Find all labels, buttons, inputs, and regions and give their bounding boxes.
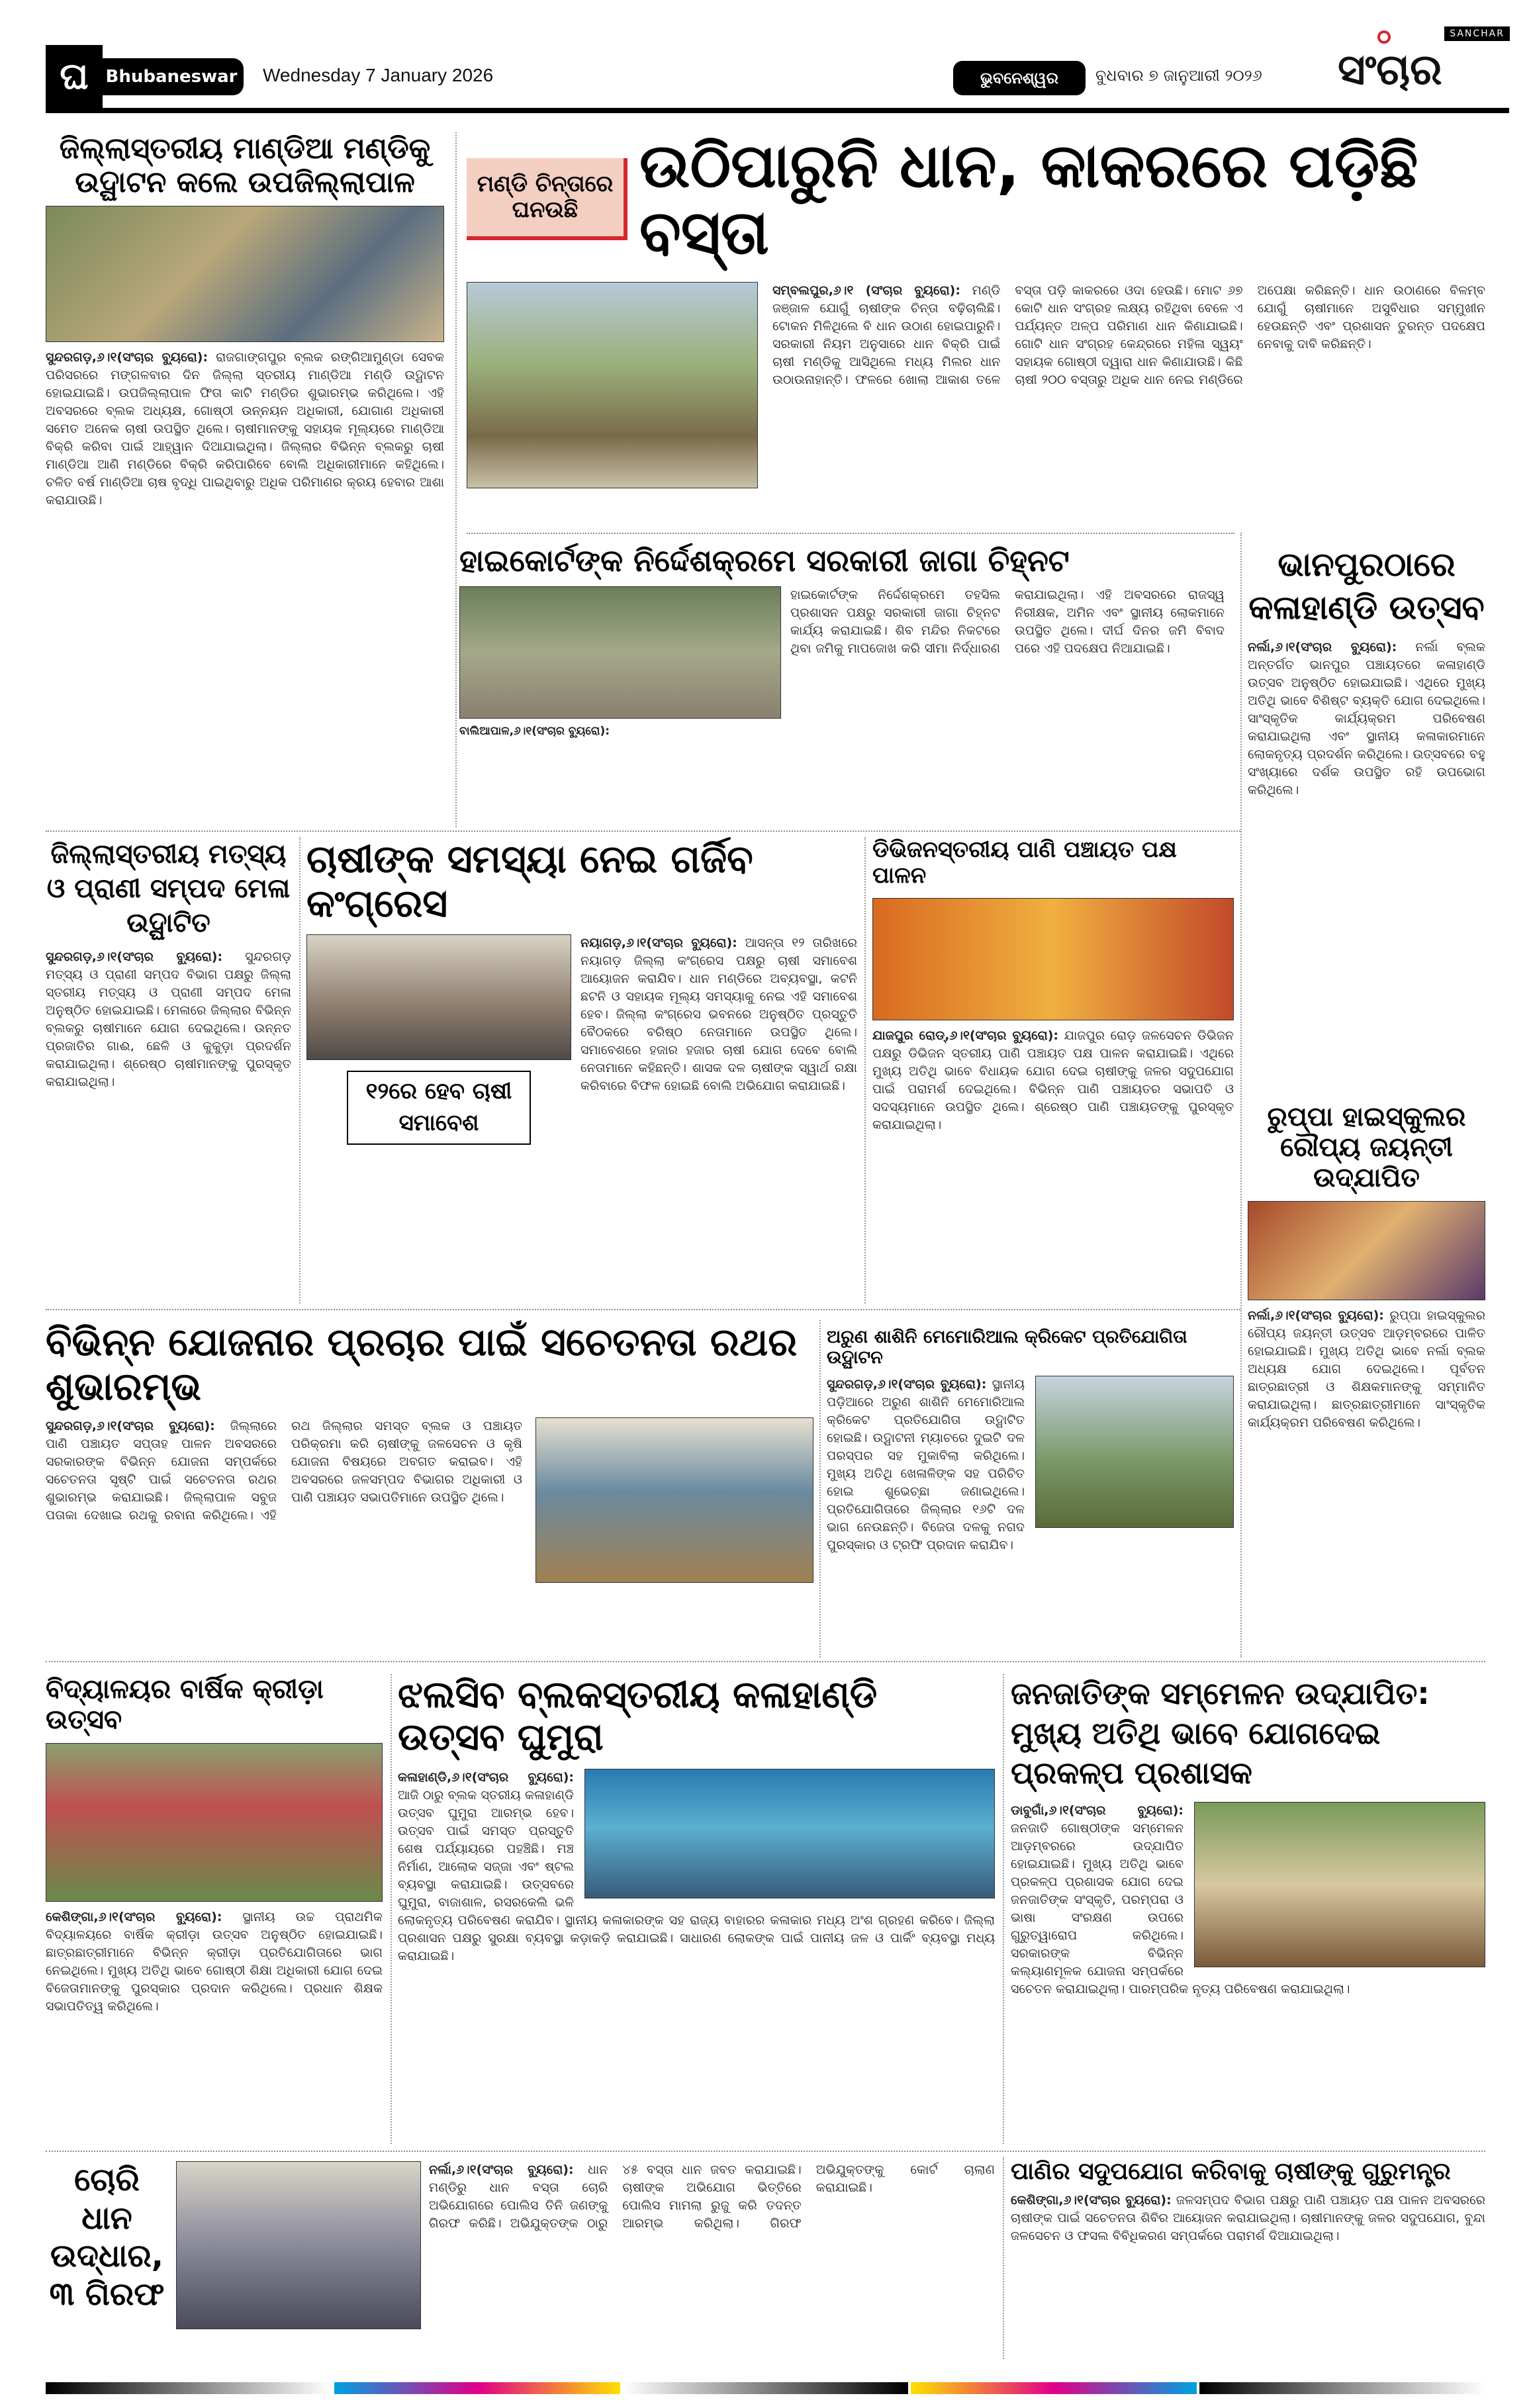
article-body: ଆସନ୍ତା ୧୨ ତାରିଖରେ ନୟାଗଡ଼ ଜିଲ୍ଲା କଂଗ୍ରେସ ପକ୍ଷରୁ ଚାଷୀ ସମାବେଶ ଆୟୋଜନ କରାଯିବ। ଧାନ ମଣ୍ଡିରେ ଅବ୍ୟବସ୍ଥା, କଟନି ଛଟନି ଓ ସହାୟକ ମୂଲ୍ୟ ସମସ୍ୟାକୁ ନେଇ ଏହି ସମାବେଶ ହେବ। ଜିଲ୍ଲା କଂଗ୍ରେସ ଭବନରେ ଅନୁଷ୍ଠିତ ପ୍ରସ୍ତୁତି ବୈଠକରେ ବରିଷ୍ଠ ନେତାମାନେ ଉପସ୍ଥିତ ଥିଲେ। ସମାବେଶରେ ହଜାର ହଜାର ଚାଷୀ ଯୋଗ ଦେବେ ବୋଲି ନେତାମାନେ କହିଛନ୍ତି। ଶାସକ ଦଳ ଚାଷୀଙ୍କ ସ୍ୱାର୍ଥ ରକ୍ଷା କରିବାରେ ବିଫଳ ହୋଇଛି ବୋଲି ଅଭିଯୋଗ କରାଯାଇଛି। bbox=[580, 936, 858, 1094]
article-body: ଆଜି ଠାରୁ ବ୍ଲକ ସ୍ତରୀୟ କଳାହାଣ୍ଡି ଉତ୍ସବ ଘୁମୁରା ଆରମ୍ଭ ହେବ। ଉତ୍ସବ ପାଇଁ ସମସ୍ତ ପ୍ରସ୍ତୁତି ଶେଷ ପର୍ଯ୍ୟାୟରେ ପହଞ୍ଚିଛି। ମଞ୍ଚ ନିର୍ମାଣ, ଆଲୋକ ସଜ୍ଜା ଏବଂ ଷ୍ଟଲ ବ୍ୟବସ୍ଥା କରାଯାଇଛି। ଉତ୍ସବରେ ଘୁମୁରା, ବାଜାଶାଳ, ରସରକେଲି ଭଳି ଲୋକନୃତ୍ୟ ପରିବେଷଣ କରାଯିବ। ସ୍ଥାନୀୟ କଳାକାରଙ୍କ ସହ ରାଜ୍ୟ ବାହାରର କଳାକାର ମଧ୍ୟ ଅଂଶ ଗ୍ରହଣ କରିବେ। ଜିଲ୍ଲା ପ୍ରଶାସନ ପକ୍ଷରୁ ସୁରକ୍ଷା ବ୍ୟବସ୍ଥା କଡ଼ାକଡ଼ି କରାଯାଇଛି। ସାଧାରଣ ଲୋକଙ୍କ ପାଇଁ ପାନୀୟ ଜଳ ଓ ପାର୍କିଂ ବ୍ୟବସ୍ଥା ମଧ୍ୟ କରାଯାଇଛି। bbox=[398, 1787, 995, 1963]
dateline: ବାଲିଆପାଳ,୬।୧(ସଂଚାର ବ୍ୟୁରୋ): bbox=[459, 724, 610, 738]
section-divider bbox=[46, 1661, 1485, 1662]
date-en: Wednesday 7 January 2026 bbox=[263, 65, 494, 85]
article-body: ସୁନ୍ଦରଗଡ଼ ମତ୍ସ୍ୟ ଓ ପ୍ରାଣୀ ସମ୍ପଦ ବିଭାଗ ପକ୍ଷରୁ ଜିଲ୍ଲା ସ୍ତରୀୟ ମତ୍ସ୍ୟ ଓ ପ୍ରାଣୀ ସମ୍ପଦ ମେଳା ଅନୁଷ୍ଠିତ ହୋଇଯାଇଛି। ମେଳାରେ ଜିଲ୍ଲାର ବିଭିନ୍ନ ବ୍ଲକରୁ ଚାଷୀମାନେ ଯୋଗ ଦେଇଥିଲେ। ଉନ୍ନତ ପ୍ରଜାତିର ଗାଈ, ଛେଳି ଓ କୁକୁଡ଼ା ପ୍ରଦର୍ଶନ କରାଯାଇଥିଲା। ଶ୍ରେଷ୍ଠ ଚାଷୀମାନଙ୍କୁ ପୁରସ୍କୃତ କରାଯାଇଥିଲା। bbox=[46, 950, 292, 1089]
dateline: ନୟାଗଡ଼,୬।୧(ସଂଚାର ବ୍ୟୁରୋ): bbox=[580, 936, 737, 951]
article-theft bbox=[46, 2161, 995, 2329]
page-letter: ଘ bbox=[60, 54, 89, 98]
logo-red-dot-icon bbox=[1377, 30, 1391, 44]
article-ruppa bbox=[1248, 1102, 1485, 1432]
headline: ପାଣିର ସଦୁପଯୋଗ କରିବାକୁ ଚାଷୀଙ୍କୁ ଗୁରୁମନ୍ତ୍ର bbox=[1011, 2158, 1451, 2185]
photo-sports-meet bbox=[46, 1743, 383, 1902]
column-divider bbox=[819, 1320, 821, 1658]
photo-police-seized-paddy bbox=[176, 2161, 421, 2329]
logo-wordmark: ସଂଚାର bbox=[1338, 46, 1442, 95]
headline: ଭାନପୁରଠାରେ କଳାହାଣ୍ଡି ଉତ୍ସବ bbox=[1248, 545, 1485, 627]
dateline: ନର୍ଲା,୬।୧(ସଂଚାର ବ୍ୟୁରୋ): bbox=[1248, 1308, 1384, 1323]
article-body: ଜଳସମ୍ପଦ ବିଭାଗ ପକ୍ଷରୁ ପାଣି ପଞ୍ଚାୟତ ପକ୍ଷ ପାଳନ ଅବସରରେ ଚାଷୀଙ୍କ ପାଇଁ ସଚେତନତା ଶିବିର ଆୟୋଜନ କରାଯାଇଥିଲା। ଚାଷୀମାନଙ୍କୁ ଜଳର ସଦୁପଯୋଗ, ବୁନ୍ଦା ଜଳସେଚନ ଓ ଫସଲ ବିବିଧିକରଣ ସମ୍ପର୍କରେ ପରାମର୍ଶ ଦିଆଯାଇଥିଲା। bbox=[1011, 2193, 1485, 2244]
subhead: ୧୨ରେ ହେବ ଚାଷୀ ସମାବେଶ bbox=[365, 1078, 512, 1136]
logo bbox=[1338, 26, 1510, 109]
print-color-bar bbox=[46, 2382, 1485, 2394]
article-body: ନର୍ଲା ବ୍ଲକ ଅନ୍ତର୍ଗତ ଭାନପୁର ପଞ୍ଚାୟତରେ କଳାହାଣ୍ଡି ଉତ୍ସବ ଅନୁଷ୍ଠିତ ହୋଇଯାଇଛି। ଏଥିରେ ମୁଖ୍ୟ ଅତିଥି ଭାବେ ବିଶିଷ୍ଟ ବ୍ୟକ୍ତି ଯୋଗ ଦେଇଥିଲେ। ସାଂସ୍କୃତିକ କାର୍ଯ୍ୟକ୍ରମ ପରିବେଷଣ କରାଯାଇଥିଲା ଏବଂ ସ୍ଥାନୀୟ କଳାକାରମାନେ ଲୋକନୃତ୍ୟ ପ୍ରଦର୍ଶନ କରିଥିଲେ। ଉତ୍ସବରେ ବହୁ ସଂଖ୍ୟାରେ ଦର୍ଶକ ଉପସ୍ଥିତ ରହି ଉପଭୋଗ କରିଥିଲେ। bbox=[1248, 640, 1485, 797]
page-letter-box bbox=[46, 45, 103, 108]
photo-awareness-chariot bbox=[535, 1417, 813, 1583]
column-divider bbox=[299, 837, 301, 1304]
headline: ଚୋରି ଧାନ ଉଦ୍ଧାର, ୩ ଗିରଫ bbox=[49, 2161, 165, 2313]
column-divider bbox=[1003, 1674, 1004, 2144]
dateline: ସମ୍ବଲପୁର,୬।୧ (ସଂଚାର ବ୍ୟୁରୋ): bbox=[772, 283, 960, 298]
headline: ବିଭିନ୍ନ ଯୋଜନାର ପ୍ରଚାର ପାଇଁ ସଚେତନତା ରଥର ଶୁଭାରମ୍ଭ bbox=[46, 1319, 798, 1409]
article-bhanpur bbox=[1248, 543, 1485, 799]
article-panipanchayat bbox=[872, 837, 1234, 1134]
headline: ଅରୁଣ ଶାଶିନି ମେମୋରିଆଲ କ୍ରିକେଟ ପ୍ରତିଯୋଗିତା ଉଦ୍ଘାଟନ bbox=[827, 1327, 1187, 1368]
column-divider bbox=[391, 1674, 392, 2144]
headline: ରୁପ୍ପା ହାଇସ୍କୁଲର ରୌପ୍ୟ ଜୟନ୍ତୀ ଉଦ୍ଯାପିତ bbox=[1267, 1102, 1466, 1193]
masthead-rule bbox=[46, 108, 1509, 113]
article-water bbox=[1011, 2158, 1485, 2245]
article-body: ଜନଜାତି ଗୋଷ୍ଠୀଙ୍କ ସମ୍ମେଳନ ଆଡ଼ମ୍ବରରେ ଉଦ୍ଯାପିତ ହୋଇଯାଇଛି। ମୁଖ୍ୟ ଅତିଥି ଭାବେ ପ୍ରକଳ୍ପ ପ୍ରଶାସକ ଯୋଗ ଦେଇ ଜନଜାତିଙ୍କ ସଂସ୍କୃତି, ପରମ୍ପରା ଓ ଭାଷା ସଂରକ୍ଷଣ ଉପରେ ଗୁରୁତ୍ୱାରୋପ କରିଥିଲେ। ସରକାରଙ୍କ ବିଭିନ୍ନ କଲ୍ୟାଣମୂଳକ ଯୋଜନା ସମ୍ପର୍କରେ ସଚେତନ କରାଯାଇଥିଲା। ପାରମ୍ପରିକ ନୃତ୍ୟ ପରିବେଷଣ କରାଯାଇଥିଲା। bbox=[1011, 1821, 1350, 1997]
dateline: ସୁନ୍ଦରଗଡ଼,୬।୧(ସଂଚାର ବ୍ୟୁରୋ): bbox=[46, 1419, 215, 1434]
article-tribal bbox=[1011, 1674, 1485, 1998]
article-body: ମଣ୍ଡି ଜଞ୍ଜାଳ ଯୋଗୁଁ ଚାଷୀଙ୍କ ଚିନ୍ତା ବଢ଼ିଚାଲିଛି। ଟୋକନ ମିଳିଥିଲେ ବି ଧାନ ଉଠାଣ ହୋଇପାରୁନି। ସରକାରୀ ନିୟମ ଅନୁସାରେ ଧାନ ବିକ୍ରି ପାଇଁ ଚାଷୀ ମଣ୍ଡିକୁ ଆସିଥିଲେ ମଧ୍ୟ ମିଲର ଧାନ ଉଠାଉନାହାନ୍ତି। ଫଳରେ ଖୋଲା ଆକାଶ ତଳେ ବସ୍ତା ପଡ଼ି କାକରରେ ଓଦା ହେଉଛି। ମୋଟ ୬୭ କୋଟି ଧାନ ସଂଗ୍ରହ ଲକ୍ଷ୍ୟ ରହିଥିବା ବେଳେ ଏ ପର୍ଯ୍ୟନ୍ତ ଅଳ୍ପ ପରିମାଣ ଧାନ କିଣାଯାଇଛି। ଗୋଟି ଧାନ ସଂଗ୍ରହ କେନ୍ଦ୍ରରେ ମହିଳା ସ୍ୱୟଂ ସହାୟକ ଗୋଷ୍ଠୀ ଦ୍ୱାରା ଧାନ କିଣାଯାଉଛି। କିଛି ଚାଷୀ ୨୦୦ ବସ୍ତାରୁ ଅଧିକ ଧାନ ନେଇ ମଣ୍ଡିରେ ଅପେକ୍ଷା କରିଛନ୍ତି। ଧାନ ଉଠାଣରେ ବିଳମ୍ବ ଯୋଗୁଁ ଚାଷୀମାନେ ଅସୁବିଧାର ସମ୍ମୁଖୀନ ହେଉଛନ୍ତି ଏବଂ ପ୍ରଶାସନ ତୁରନ୍ତ ପଦକ୍ଷେପ ନେବାକୁ ଦାବି କରିଛନ୍ତି। bbox=[772, 283, 1485, 388]
photo-tribal-dance bbox=[1194, 1802, 1485, 1967]
headline: ଉଠିପାରୁନି ଧାନ, କାକରରେ ପଡ଼ିଛି ବସ୍ତା bbox=[639, 130, 1418, 269]
article-mandia bbox=[46, 132, 444, 510]
dateline: ସୁନ୍ଦରଗଡ଼,୬।୧(ସଂଚାର ବ୍ୟୁରୋ): bbox=[827, 1377, 987, 1392]
article-body: ସ୍ଥାନୀୟ ଉଚ୍ଚ ପ୍ରାଥମିକ ବିଦ୍ୟାଳୟରେ ବାର୍ଷିକ କ୍ରୀଡ଼ା ଉତ୍ସବ ଅନୁଷ୍ଠିତ ହୋଇଯାଇଛି। ଛାତ୍ରଛାତ୍ରୀମାନେ ବିଭିନ୍ନ କ୍ରୀଡ଼ା ପ୍ରତିଯୋଗିତାରେ ଭାଗ ନେଇଥିଲେ। ମୁଖ୍ୟ ଅତିଥି ଭାବେ ଗୋଷ୍ଠୀ ଶିକ୍ଷା ଅଧିକାରୀ ଯୋଗ ଦେଇ ବିଜେତାମାନଙ୍କୁ ପୁରସ୍କାର ପ୍ରଦାନ କରିଥିଲେ। ପ୍ରଧାନ ଶିକ୍ଷକ ସଭାପତିତ୍ୱ କରିଥିଲେ। bbox=[46, 1910, 383, 2014]
article-body: ହାଇକୋର୍ଟଙ୍କ ନିର୍ଦ୍ଦେଶକ୍ରମେ ତହସିଲ ପ୍ରଶାସନ ପକ୍ଷରୁ ସରକାରୀ ଜାଗା ଚିହ୍ନଟ କାର୍ଯ୍ୟ କରାଯାଇଛି। ଶିବ ମନ୍ଦିର ନିକଟରେ ଥିବା ଜମିକୁ ମାପଜୋଖ କରି ସୀମା ନିର୍ଦ୍ଧାରଣ କରାଯାଇଥିଲା। ଏହି ଅବସରରେ ରାଜସ୍ୱ ନିରୀକ୍ଷକ, ଅମିନ ଏବଂ ସ୍ଥାନୀୟ ଲୋକମାନେ ଉପସ୍ଥିତ ଥିଲେ। ଦୀର୍ଘ ଦିନର ଜମି ବିବାଦ ପରେ ଏହି ପଦକ୍ଷେପ ନିଆଯାଇଛି। bbox=[790, 587, 1225, 656]
dateline: ସୁନ୍ଦରଗଡ଼,୬।୧(ସଂଚାର ବ୍ୟୁରୋ): bbox=[46, 950, 223, 964]
kicker: ମଣ୍ଡି ଚିନ୍ତାରେ ଘନଉଛି bbox=[477, 171, 614, 224]
headline: ଡିଭିଜନସ୍ତରୀୟ ପାଣି ପଞ୍ଚାୟତ ପକ୍ଷ ପାଳନ bbox=[872, 836, 1177, 889]
headline: ଝଲସିବ ବ୍ଲକସ୍ତରୀୟ କଳାହାଣ୍ଡି ଉତ୍ସବ ଘୁମୁରା bbox=[398, 1673, 878, 1760]
article-sports bbox=[46, 1674, 383, 2016]
logo-tag: SANCHAR bbox=[1444, 26, 1510, 41]
section-divider bbox=[467, 533, 1234, 534]
article-highcourt bbox=[459, 543, 1225, 740]
photo-mandi-inauguration bbox=[46, 206, 444, 342]
headline: ବିଦ୍ୟାଳୟର ବାର୍ଷିକ କ୍ରୀଡ଼ା ଉତ୍ସବ bbox=[46, 1674, 324, 1735]
article-fishery bbox=[46, 837, 291, 1091]
date-or: ବୁଧବାର ୭ ଜାନୁଆରୀ ୨୦୨୬ bbox=[1095, 66, 1262, 85]
article-body: ରାଜଗାଙ୍ଗପୁର ବ୍ଲକ ରଙ୍ଗିଆମୁଣ୍ଡା ସେବକ ପରିସରରେ ମଙ୍ଗଳବାର ଦିନ ଜିଲ୍ଲା ସ୍ତରୀୟ ମାଣ୍ଡିଆ ମଣ୍ଡି ଉଦ୍ଘାଟନ ହୋଇଯାଇଛି। ଉପଜିଲ୍ଲାପାଳ ଫିତା କାଟି ମଣ୍ଡିର ଶୁଭାରମ୍ଭ କରିଥିଲେ। ଏହି ଅବସରରେ ବ୍ଲକ ଅଧ୍ୟକ୍ଷ, ଗୋଷ୍ଠୀ ଉନ୍ନୟନ ଅଧିକାରୀ, ଯୋଗାଣ ଅଧିକାରୀ ସମେତ ଅନେକ ଚାଷୀ ଉପସ୍ଥିତ ଥିଲେ। ଚାଷୀମାନଙ୍କୁ ସହାୟକ ମୂଲ୍ୟରେ ମାଣ୍ଡିଆ ବିକ୍ରି କରିବା ପାଇଁ ଆହ୍ୱାନ ଦିଆଯାଇଥିଲା। ଜିଲ୍ଲାର ବିଭିନ୍ନ ବ୍ଲକରୁ ଚାଷୀ ମାଣ୍ଡିଆ ଆଣି ମଣ୍ଡିରେ ବିକ୍ରି କରିପାରିବେ ବୋଲି ଅଧିକାରୀମାନେ କହିଥିଲେ। ଚଳିତ ବର୍ଷ ମାଣ୍ଡିଆ ଚାଷ ବୃଦ୍ଧି ପାଇଥିବାରୁ ଅଧିକ ପରିମାଣର କ୍ରୟ ହେବାର ଆଶା କରାଯାଉଛି। bbox=[46, 350, 444, 508]
article-body: ସ୍ଥାନୀୟ ପଡ଼ିଆରେ ଅରୁଣ ଶାଶିନି ମେମୋରିଆଲ କ୍ରିକେଟ ପ୍ରତିଯୋଗିତା ଉଦ୍ଘାଟିତ ହୋଇଛି। ଉଦ୍ଘାଟନୀ ମ୍ୟାଚରେ ଦୁଇଟି ଦଳ ପରସ୍ପର ସହ ମୁକାବିଲା କରିଥିଲେ। ମୁଖ୍ୟ ଅତିଥି ଖେଳାଳିଙ୍କ ସହ ପରିଚିତ ହୋଇ ଶୁଭେଚ୍ଛା ଜଣାଇଥିଲେ। ପ୍ରତିଯୋଗିତାରେ ଜିଲ୍ଲାର ୧୬ଟି ଦଳ ଭାଗ ନେଉଛନ୍ତି। ବିଜେତା ଦଳକୁ ନଗଦ ପୁରସ୍କାର ଓ ଟ୍ରଫି ପ୍ରଦାନ କରାଯିବ। bbox=[827, 1377, 1025, 1553]
section-divider bbox=[46, 2151, 1485, 2152]
headline: ଚାଷୀଙ୍କ ସମସ୍ୟା ନେଇ ଗର୍ଜିବ କଂଗ୍ରେସ bbox=[306, 836, 753, 926]
photo-festival-stage bbox=[584, 1769, 995, 1898]
subhead-box bbox=[347, 1071, 531, 1144]
photo-land-survey bbox=[459, 586, 781, 719]
article-ratha bbox=[46, 1320, 813, 1583]
dateline: ଯାଜପୁର ରୋଡ୍,୬।୧(ସଂଚାର ବ୍ୟୁରୋ): bbox=[872, 1028, 1059, 1044]
article-ghumura bbox=[398, 1674, 995, 1965]
headline: ଜନଜାତିଙ୍କ ସମ୍ମେଳନ ଉଦ୍ଯାପିତ: ମୁଖ୍ୟ ଅତିଥି ଭାବେ ଯୋଗଦେଇ ପ୍ରକଳ୍ପ ପ୍ରଶାସକ bbox=[1011, 1675, 1430, 1791]
photo-paddy-bags bbox=[467, 282, 758, 488]
column-divider bbox=[455, 132, 457, 827]
dateline: କେଶିଙ୍ଗା,୬।୧(ସଂଚାର ବ୍ୟୁରୋ): bbox=[46, 1910, 222, 1924]
article-cricket bbox=[827, 1327, 1234, 1554]
article-body: ଧାନ ମଣ୍ଡିରୁ ଧାନ ବସ୍ତା ଚୋରି ଅଭିଯୋଗରେ ପୋଲିସ ତିନି ଜଣଙ୍କୁ ଗିରଫ କରିଛି। ଅଭିଯୁକ୍ତଙ୍କ ଠାରୁ ୪୫ ବସ୍ତା ଧାନ ଜବତ କରାଯାଇଛି। ଚାଷୀଙ୍କ ଅଭିଯୋଗ ଭିତ୍ତିରେ ପୋଲିସ ମାମଲା ରୁଜୁ କରି ତଦନ୍ତ ଆରମ୍ଭ କରିଥିଲା। ଗିରଫ ଅଭିଯୁକ୍ତଙ୍କୁ କୋର୍ଟ ଚାଲାଣ କରାଯାଇଛି। bbox=[429, 2163, 995, 2231]
column-divider bbox=[1240, 533, 1242, 1658]
photo-pani-panchayat bbox=[872, 898, 1234, 1020]
dateline: ନର୍ଲା,୬।୧(ସଂଚାର ବ୍ୟୁରୋ): bbox=[1248, 640, 1397, 654]
photo-congress-meeting bbox=[306, 934, 571, 1060]
dateline: ସୁନ୍ଦରଗଡ଼,୬।୧(ସଂଚାର ବ୍ୟୁରୋ): bbox=[46, 350, 209, 365]
photo-cricket-teams bbox=[1035, 1376, 1234, 1528]
section-divider bbox=[46, 830, 1240, 832]
city-or-pill: ଭୁବନେଶ୍ୱର bbox=[953, 61, 1086, 95]
article-body: ରୁପ୍ପା ହାଇସ୍କୁଲର ରୌପ୍ୟ ଜୟନ୍ତୀ ଉତ୍ସବ ଆଡ଼ମ୍ବରରେ ପାଳିତ ହୋଇଯାଇଛି। ମୁଖ୍ୟ ଅତିଥି ଭାବେ ନର୍ଲା ବ୍ଲକ ଅଧ୍ୟକ୍ଷ ଯୋଗ ଦେଇଥିଲେ। ପୂର୍ବତନ ଛାତ୍ରଛାତ୍ରୀ ଓ ଶିକ୍ଷକମାନଙ୍କୁ ସମ୍ମାନିତ କରାଯାଇଥିଲା। ଛାତ୍ରଛାତ୍ରୀମାନେ ସାଂସ୍କୃତିକ କାର୍ଯ୍ୟକ୍ରମ ପରିବେଷଣ କରିଥିଲେ। bbox=[1248, 1308, 1485, 1430]
section-divider bbox=[46, 1309, 1240, 1310]
photo-silver-jubilee bbox=[1248, 1201, 1485, 1300]
headline: ଜିଲ୍ଲାସ୍ତରୀୟ ମାଣ୍ଡିଆ ମଣ୍ଡିକୁ ଉଦ୍ଘାଟନ କଲେ ଉପଜିଲ୍ଲାପାଳ bbox=[59, 132, 431, 199]
city-en-pill: Bhubaneswar bbox=[99, 58, 244, 95]
masthead bbox=[0, 0, 1531, 116]
headline: ଜିଲ୍ଲାସ୍ତରୀୟ ମତ୍ସ୍ୟ ଓ ପ୍ରାଣୀ ସମ୍ପଦ ମେଳା ଉଦ୍ଘାଟିତ bbox=[46, 839, 291, 938]
headline: ହାଇକୋର୍ଟଙ୍କ ନିର୍ଦ୍ଦେଶକ୍ରମେ ସରକାରୀ ଜାଗା ଚିହ୍ନଟ bbox=[459, 543, 1070, 578]
column-divider bbox=[864, 837, 866, 1304]
dateline: ଡାବୁଗାଁ,୬।୧(ସଂଚାର ବ୍ୟୁରୋ): bbox=[1011, 1803, 1183, 1818]
dateline: କଳାହାଣ୍ଡି,୬।୧(ସଂଚାର ବ୍ୟୁରୋ): bbox=[398, 1769, 574, 1785]
dateline: କେଶିଙ୍ଗା,୬।୧(ସଂଚାର ବ୍ୟୁରୋ): bbox=[1011, 2193, 1172, 2208]
article-body: ଯାଜପୁର ରୋଡ଼ ଜଳସେଚନ ଡିଭିଜନ ପକ୍ଷରୁ ଡିଭିଜନ ସ୍ତରୀୟ ପାଣି ପଞ୍ଚାୟତ ପକ୍ଷ ପାଳନ କରାଯାଇଛି। ଏଥିରେ ମୁଖ୍ୟ ଅତିଥି ଭାବେ ବିଧାୟକ ଯୋଗ ଦେଇ ଚାଷୀଙ୍କୁ ଜଳର ସଦୁପଯୋଗ ପାଇଁ ପରାମର୍ଶ ଦେଇଥିଲେ। ବିଭିନ୍ନ ପାଣି ପଞ୍ଚାୟତର ସଭାପତି ଓ ସଦସ୍ୟମାନେ ଉପସ୍ଥିତ ଥିଲେ। ଶ୍ରେଷ୍ଠ ପାଣି ପଞ୍ଚାୟତଙ୍କୁ ପୁରସ୍କୃତ କରାଯାଇଥିଲା। bbox=[872, 1028, 1234, 1133]
article-body: ଜିଲ୍ଲାରେ ପାଣି ପଞ୍ଚାୟତ ସପ୍ତାହ ପାଳନ ଅବସରରେ ସରକାରଙ୍କ ବିଭିନ୍ନ ଯୋଜନା ସମ୍ପର୍କରେ ସଚେତନତା ସୃଷ୍ଟି ପାଇଁ ସଚେତନତା ରଥର ଶୁଭାରମ୍ଭ କରାଯାଇଛି। ଜିଲ୍ଲାପାଳ ସବୁଜ ପତାକା ଦେଖାଇ ରଥକୁ ରବାନା କରିଥିଲେ। ଏହି ରଥ ଜିଲ୍ଲାର ସମସ୍ତ ବ୍ଲକ ଓ ପଞ୍ଚାୟତ ପରିକ୍ରମା କରି ଚାଷୀଙ୍କୁ ଜଳସେଚନ ଓ କୃଷି ଯୋଜନା ବିଷୟରେ ଅବଗତ କରାଇବ। ଏହି ଅବସରରେ ଜଳସମ୍ପଦ ବିଭାଗର ଅଧିକାରୀ ଓ ପାଣି ପଞ୍ଚାୟତ ସଭାପତିମାନେ ଉପସ୍ଥିତ ଥିଲେ। bbox=[46, 1419, 522, 1523]
kicker-box bbox=[467, 158, 627, 240]
dateline: ନର୍ଲା,୬।୧(ସଂଚାର ବ୍ୟୁରୋ): bbox=[429, 2163, 574, 2177]
column-divider bbox=[1003, 2157, 1004, 2359]
article-main bbox=[467, 132, 1485, 488]
article-congress bbox=[306, 837, 857, 1145]
